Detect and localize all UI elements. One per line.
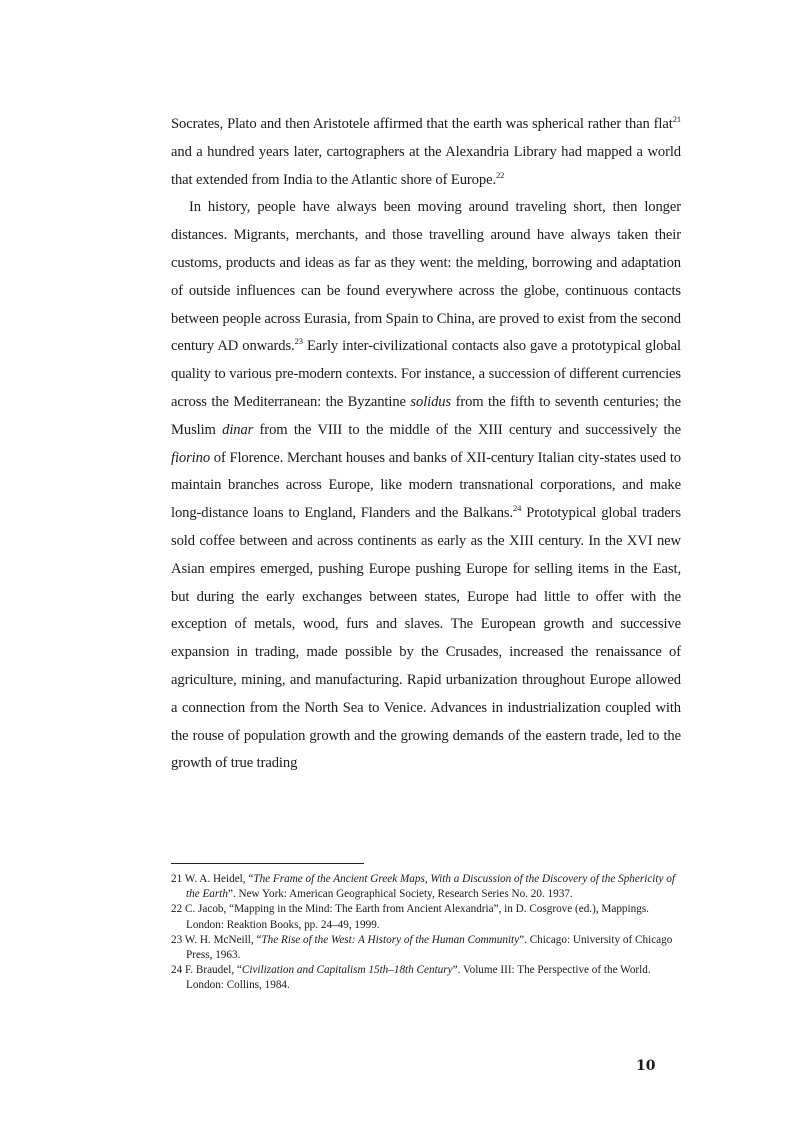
footnotes bbox=[171, 872, 686, 994]
page-number: 10 bbox=[636, 1058, 656, 1074]
italic-term-solidus: solidus bbox=[410, 393, 452, 410]
footnote-22: 22 C. Jacob, “Mapping in the Mind: The Earth from Ancient Alexandria”, in D. Cosgrove (ed.), Mappings. London: Reaktion Books, pp. 24–49, 1999. bbox=[171, 903, 649, 931]
paragraph-1 bbox=[171, 111, 681, 194]
text-span: Early inter-civilizational contacts also gave a prototypical global quality to various pre-modern contexts. For instance, a succession of different currencies across the Mediterranean: the Byzantine bbox=[171, 338, 681, 410]
text-span: from the VIII to the middle of the XIII century and successively the bbox=[253, 421, 681, 438]
footnote-ref-21[interactable]: 21 bbox=[672, 114, 681, 124]
footnote-ref-22[interactable]: 22 bbox=[496, 169, 505, 180]
text-span: from the fifth to seventh centuries; the Muslim bbox=[171, 393, 681, 438]
text-span: Prototypical global traders sold coffee between and across continents as early as the XIII century. In the XVI new Asian empires emerged, pushing Europe pushing Europe for selling items in the East, but during the early exchanges between states, Europe had little to offer with the exception of metals, wood, furs and slaves. The European growth and successive expansion in trading, made possible by the Crusades, increased the renaissance of agriculture, mining, and manufacturing. Rapid urbanization throughout Europe allowed a connection from the North Sea to Venice. Advances in industrialization coupled with the rouse of population growth and the growing demands of the eastern trade, led to the growth of true trading bbox=[171, 505, 681, 772]
footnote-ref-23[interactable]: 23 bbox=[294, 336, 303, 347]
italic-term-dinar: dinar bbox=[222, 421, 254, 438]
footnote-title: The Frame of the Ancient Greek Maps, With a Discussion of the Discovery of the Sphericity of the Earth bbox=[186, 873, 675, 901]
main-text bbox=[171, 111, 681, 778]
text-span: In history, people have always been moving around traveling short, then longer distances. Migrants, merchants, and those travelling around have always taken their customs, products and ideas as far as they went: the melding, borrowing and adaptation of outside influences can be found everywhere across the globe, continuous contacts between people across Eurasia, from Spain to China, are proved to exist from the second century AD onwards. bbox=[171, 199, 681, 355]
footnote-24: 24 F. Braudel, “Civilization and Capitalism 15th–18th Century”. Volume III: The Perspective of the World. London: Collins, 1984. bbox=[171, 964, 651, 992]
footnote-ref-24[interactable]: 24 bbox=[513, 503, 522, 514]
italic-term-fiorino: fiorino bbox=[171, 449, 211, 466]
footnote-title: The Rise of the West: A History of the Human Community bbox=[261, 933, 520, 946]
text-span: and a hundred years later, cartographers at the Alexandria Library had mapped a world that extended from India to the Atlantic shore of Europe. bbox=[171, 143, 681, 188]
text-span: of Florence. Merchant houses and banks of XII-century Italian city-states used to maintain branches across Europe, like modern transnational corporations, and make long-distance loans to England, Flanders and the Balkans. bbox=[171, 449, 681, 522]
text-span: Socrates, Plato and then Aristotele affirmed that the earth was spherical rather than flat bbox=[171, 116, 673, 132]
footnote-separator bbox=[171, 863, 364, 864]
footnote-21: 21 W. A. Heidel, “The Frame of the Ancient Greek Maps, With a Discussion of the Discovery of the Sphericity of the Earth”. New York: American Geographical Society, Research Series No. 20. 1937. bbox=[171, 873, 675, 901]
footnote-23: 23 W. H. McNeill, “The Rise of the West: A History of the Human Community”. Chicago: University of Chicago Press, 1963. bbox=[171, 933, 673, 962]
paragraph-2 bbox=[171, 194, 681, 778]
footnote-title: Civilization and Capitalism 15th–18th Century bbox=[241, 964, 453, 977]
